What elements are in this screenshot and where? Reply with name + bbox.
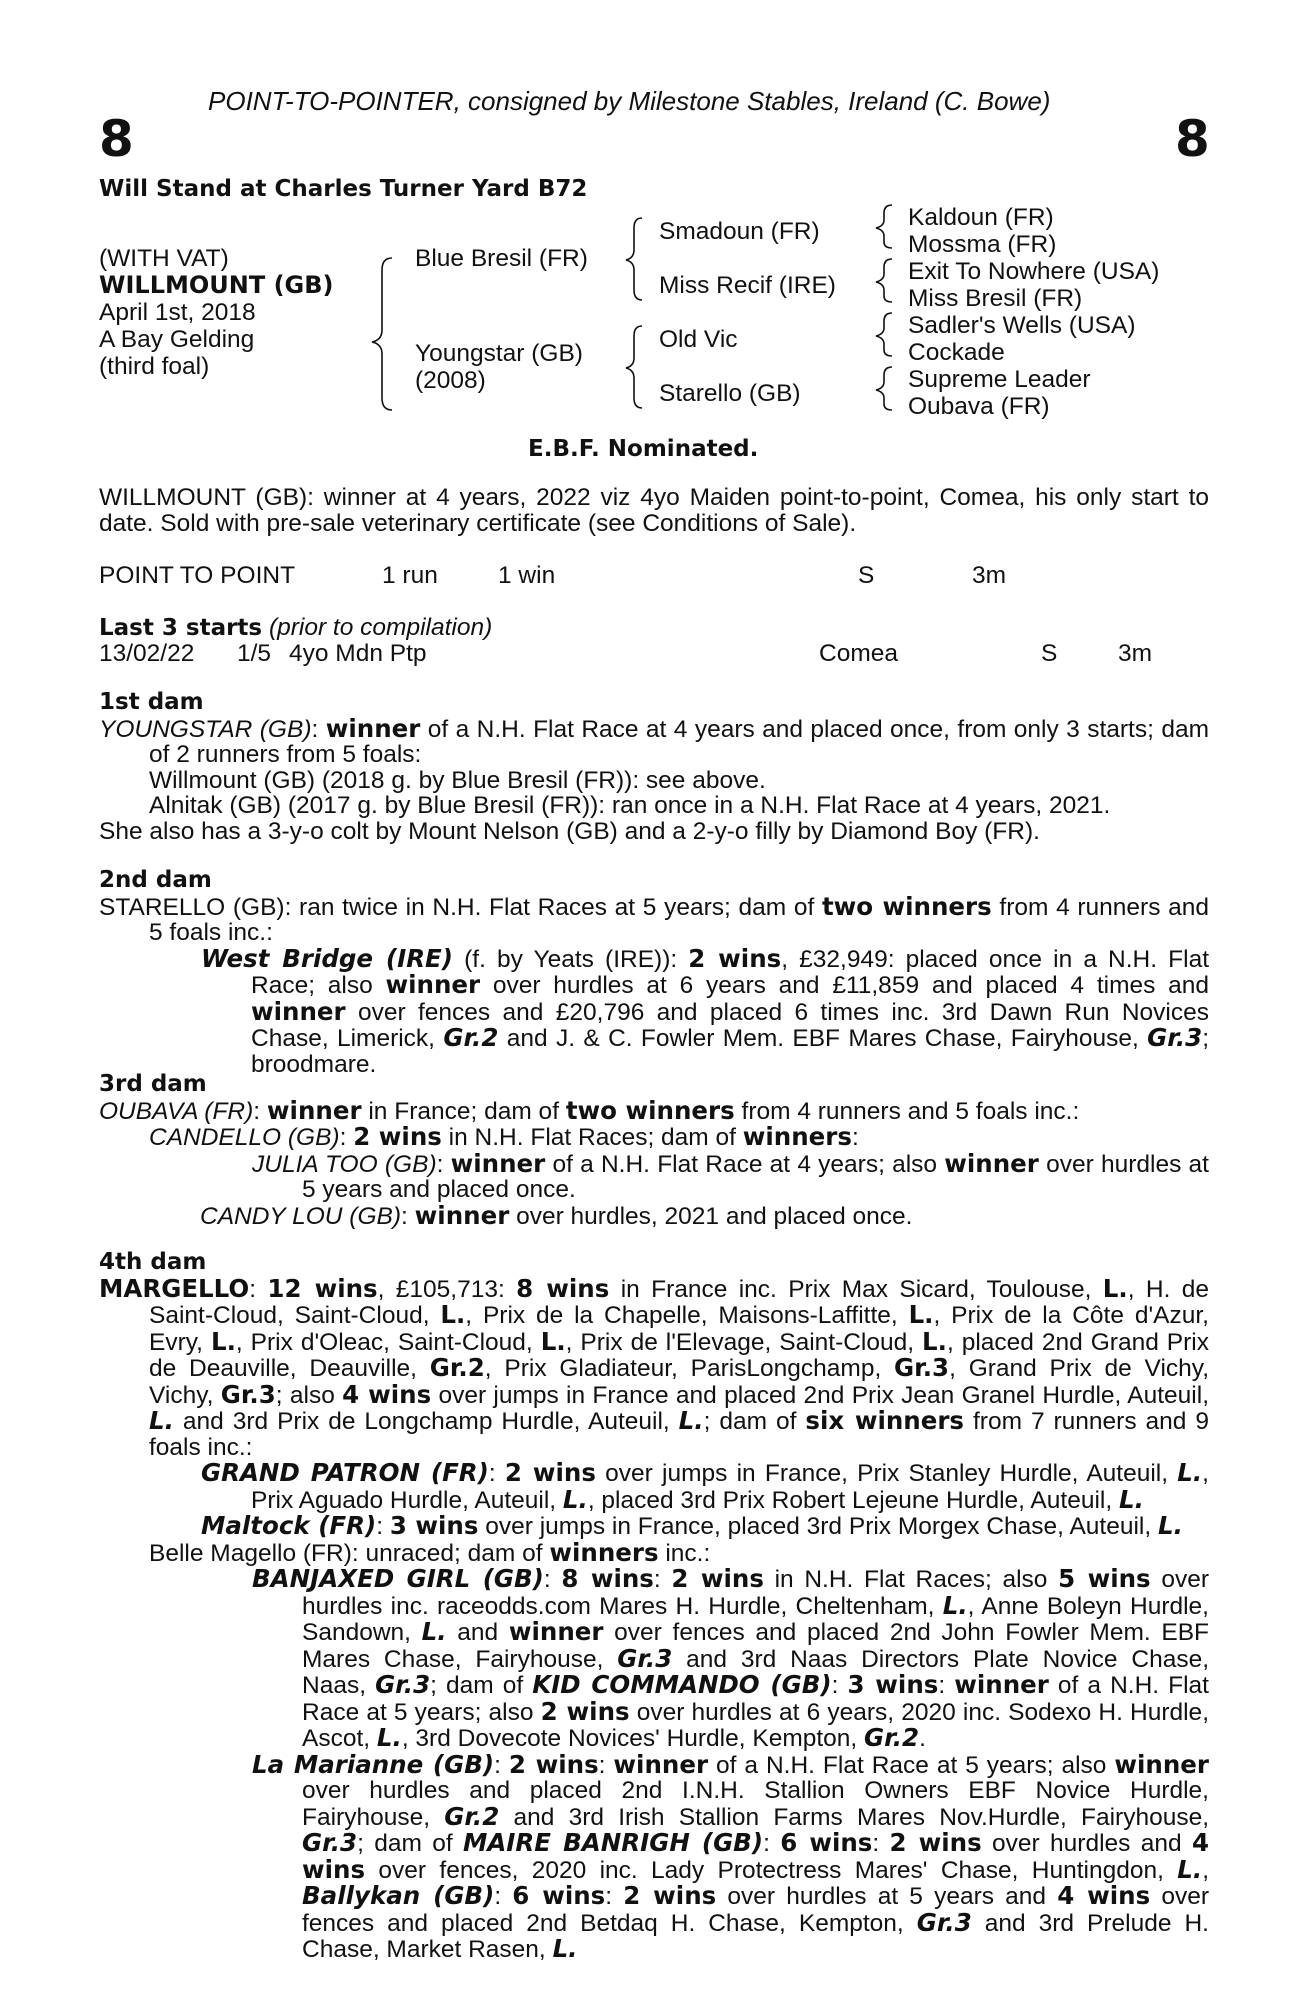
dam1-name: YOUNGSTAR (GB) — [99, 715, 312, 743]
text: 8 wins — [561, 1564, 654, 1593]
text: : — [872, 1830, 890, 1857]
text: and 3rd Irish Stallion Farms Mares Nov.Hurdle, Fairyhouse, — [499, 1803, 1210, 1831]
pedigree-dd: Starello (GB) — [659, 380, 801, 407]
text: ; also — [275, 1381, 343, 1409]
text: of a N.H. Flat Race at 5 years; also — [708, 1751, 1115, 1779]
text: . — [919, 1725, 926, 1752]
text: ; broodmare. — [251, 1025, 1209, 1078]
text: over jumps in France and placed 2nd Prix Jean Granel Hurdle, Auteuil, — [431, 1381, 1210, 1409]
third-dam-heading: 3rd dam — [99, 1071, 207, 1097]
text: in France; dam of — [361, 1097, 566, 1125]
text: in France inc. Prix Max Sicard, Toulouse, — [609, 1275, 1103, 1303]
text: L. — [540, 1326, 566, 1356]
text: Gr.2 — [429, 1353, 485, 1382]
text: of a N.H. Flat Race at 4 years and placed once, from only 3 starts; — [420, 715, 1154, 743]
text: winner — [954, 1670, 1049, 1699]
text: 2 wins — [623, 1881, 717, 1910]
julia-too-entry — [99, 1148, 1209, 1203]
record-runs: 1 run — [382, 562, 438, 589]
text: Gr.2 — [443, 1023, 499, 1052]
text: L. — [1177, 1458, 1203, 1487]
text: : — [653, 1566, 672, 1593]
text: : — [339, 1124, 354, 1151]
text: 8 wins — [516, 1273, 610, 1303]
text: West Bridge (IRE) — [201, 943, 453, 973]
text: , Prix de l'Elevage, Saint-Cloud, — [565, 1328, 923, 1356]
text: 6 wins — [512, 1881, 606, 1910]
text: 6 wins — [780, 1828, 873, 1857]
lot-number-left: 8 — [99, 110, 134, 168]
text: GRAND PATRON (FR) — [201, 1458, 489, 1487]
first-dam-line1 — [99, 713, 1210, 768]
text: winners — [742, 1122, 852, 1151]
horse-name: WILLMOUNT (GB) — [99, 271, 334, 299]
candello-entry — [99, 1124, 1209, 1151]
text: CANDELLO (GB) — [149, 1124, 340, 1151]
pedigree-brackets — [0, 0, 1314, 440]
text: : — [938, 1672, 955, 1699]
text: over hurdles and placed 2nd I.N.H. Stallion Owners EBF Novice Hurdle, Fairyhouse, — [302, 1777, 1209, 1831]
last3-pos: 1/5 — [237, 640, 272, 667]
text: 2 wins — [540, 1696, 630, 1726]
belle-magello-entry — [99, 1537, 1209, 1567]
text: Gr.3 — [894, 1353, 950, 1382]
text: over fences and £20,796 and placed 6 times inc. 3rd Dawn Run Novices Chase, Limerick, — [251, 998, 1209, 1052]
text: Gr.3 — [375, 1670, 431, 1699]
text: MARGELLO — [99, 1273, 250, 1303]
text: : — [763, 1830, 781, 1857]
pedigree-ss: Smadoun (FR) — [659, 218, 820, 245]
text: winner — [414, 1200, 510, 1230]
text: 2 wins — [671, 1564, 764, 1593]
text: STARELLO (GB): ran twice in N.H. Flat Races at 5 years; dam of — [99, 893, 822, 921]
last3-race: 4yo Mdn Ptp — [289, 640, 427, 667]
text: winner — [450, 1148, 546, 1178]
text: : — [376, 1513, 390, 1540]
pedigree-sd: Miss Recif (IRE) — [659, 272, 836, 299]
text: L. — [421, 1617, 447, 1646]
bracket-dd — [876, 367, 892, 410]
second-dam-heading: 2nd dam — [99, 867, 212, 893]
text: L. — [376, 1723, 402, 1752]
first-dam-foal2: Alnitak (GB) (2017 g. by Blue Bresil (FR)): ran once in a N.H. Flat Race at 4 years, 2021. — [149, 792, 1111, 819]
text: : — [249, 1275, 268, 1303]
bracket-gen1 — [372, 258, 392, 410]
text: , placed 3rd Prix Robert Lejeune Hurdle, Auteuil, — [587, 1486, 1119, 1514]
text: 2 wins — [504, 1458, 596, 1487]
text: Belle Magello (FR): unraced; dam of — [149, 1539, 550, 1567]
text: BANJAXED GIRL (GB) — [252, 1564, 544, 1593]
text: over hurdles at 6 years, 2020 inc. Sodexo H. Hurdle, Ascot, — [302, 1698, 1209, 1752]
text: L. — [908, 1300, 934, 1329]
text: , placed 2nd Grand Prix de Deauville, Deauville, — [149, 1328, 1209, 1382]
record-going: S — [858, 562, 875, 589]
record-wins: 1 win — [498, 562, 556, 589]
pedigree-ddd: Oubava (FR) — [908, 393, 1050, 420]
page-title: POINT-TO-POINTER, consigned by Milestone Stables, Ireland (C. Bowe) — [208, 86, 1051, 116]
text: L. — [1177, 1854, 1203, 1884]
text: over fences and placed 2nd John Fowler Mem. EBF Mares Chase, Fairyhouse, — [302, 1619, 1210, 1673]
text: : — [543, 1566, 562, 1593]
last3-date: 13/02/22 — [99, 640, 195, 667]
text: winner — [1114, 1749, 1209, 1779]
pedigree-dsd: Cockade — [908, 339, 1005, 366]
text: 2 wins — [889, 1828, 982, 1857]
last3-dist: 3m — [1118, 640, 1153, 667]
text: , Prix Gladiateur, ParisLongchamp, — [484, 1355, 895, 1382]
pedigree-sss: Kaldoun (FR) — [908, 204, 1054, 231]
bracket-ss — [876, 205, 892, 248]
text: winner — [325, 713, 421, 743]
text: over jumps in France, Prix Stanley Hurdle, Auteuil, — [595, 1460, 1178, 1487]
text: , Prix d'Oleac, Saint-Cloud, — [235, 1328, 541, 1356]
text: : — [436, 1150, 451, 1178]
text: in N.H. Flat Races; dam of — [441, 1124, 743, 1151]
text: 4 wins — [342, 1379, 432, 1409]
third-dam-line — [99, 1095, 1209, 1125]
text: CANDY LOU (GB) — [200, 1202, 402, 1230]
pedigree-sds: Exit To Nowhere (USA) — [908, 258, 1160, 285]
horse-dob: April 1st, 2018 — [99, 299, 256, 326]
text: , H. de Saint-Cloud, Saint-Cloud, — [149, 1275, 1209, 1329]
pedigree-dam-year: (2008) — [415, 367, 486, 394]
text: over hurdles at 5 years and placed once. — [302, 1150, 1209, 1203]
margello-entry — [99, 1273, 1210, 1461]
vat-note: (WITH VAT) — [99, 245, 229, 272]
pedigree-dam — [415, 340, 583, 394]
text: JULIA TOO (GB) — [252, 1150, 437, 1178]
pedigree-dam-name: Youngstar (GB) — [415, 340, 583, 367]
text: ; dam of — [357, 1830, 463, 1857]
last3-going: S — [1041, 640, 1058, 667]
text: over hurdles and — [981, 1830, 1192, 1857]
last3-note: (prior to compilation) — [268, 614, 493, 641]
record-label: POINT TO POINT — [99, 562, 296, 589]
text: winner — [613, 1749, 709, 1779]
text: 4 wins — [1057, 1881, 1151, 1910]
bracket-sire — [626, 218, 642, 300]
text: Gr.3 — [617, 1643, 673, 1673]
text: two winners — [565, 1095, 735, 1125]
text: over hurdles at 5 years and — [716, 1883, 1058, 1910]
text: , Grand Prix de Vichy, Vichy, — [149, 1355, 1209, 1409]
pedigree-dss: Sadler's Wells (USA) — [908, 312, 1136, 339]
text: over fences, 2020 inc. Lady Protectress Mares' Chase, Huntingdon, — [365, 1856, 1178, 1884]
text: from 7 runners and 9 foals inc.: — [149, 1408, 1210, 1461]
pedigree-sdd: Miss Bresil (FR) — [908, 285, 1083, 312]
grand-patron-entry — [99, 1460, 1209, 1513]
text: over jumps in France, placed 3rd Prix Morgex Chase, Auteuil, — [478, 1513, 1158, 1540]
text: Maltock (FR) — [201, 1511, 377, 1540]
text: 2 wins — [353, 1122, 442, 1151]
text: L. — [149, 1406, 174, 1435]
text: over hurdles inc. raceodds.com Mares H. Hurdle, Cheltenham, — [302, 1566, 1209, 1620]
text: over hurdles, 2021 and placed once. — [509, 1202, 913, 1230]
text: 2 wins — [688, 943, 782, 973]
first-dam-section — [99, 690, 1209, 844]
text: Gr.3 — [1147, 1023, 1203, 1052]
text: L. — [922, 1326, 947, 1356]
text: : — [253, 1097, 267, 1125]
text: winner — [385, 970, 481, 999]
text: L. — [942, 1590, 968, 1620]
record-dist: 3m — [972, 562, 1007, 589]
text: : — [851, 1124, 859, 1151]
ebf-nominated: E.B.F. Nominated. — [528, 436, 759, 462]
last3-row — [99, 640, 1209, 668]
second-dam-section — [99, 868, 1209, 1077]
pedigree-dds: Supreme Leader — [908, 366, 1091, 393]
text: , — [1202, 1856, 1209, 1884]
candy-lou-entry — [99, 1200, 1209, 1230]
text: 5 wins — [1058, 1564, 1151, 1593]
text: , 3rd Dovecote Novices' Hurdle, Kempton, — [401, 1725, 865, 1752]
second-dam-line — [99, 891, 1209, 946]
text: : — [488, 1460, 505, 1487]
text: and 3rd Prelude H. Chase, Market Rasen, — [302, 1909, 1209, 1963]
text: , £32,949: placed once in a N.H. Flat Race; also — [251, 945, 1210, 999]
fourth-dam-section — [99, 1250, 1209, 1963]
text: Gr.3 — [302, 1828, 358, 1857]
text: L. — [1102, 1273, 1128, 1303]
text: L. — [678, 1406, 704, 1435]
text: L. — [1118, 1484, 1144, 1514]
text: 3 wins — [389, 1511, 479, 1540]
text: and 3rd Naas Directors Plate Novice Chase, Naas, — [302, 1645, 1209, 1699]
text: La Marianne (GB) — [252, 1749, 495, 1779]
text: L. — [440, 1300, 466, 1329]
horse-foal: (third foal) — [99, 353, 210, 380]
text: of a N.H. Flat Race at 4 years; also — [545, 1150, 945, 1178]
text: two winners — [821, 891, 992, 921]
pedigree-ds: Old Vic — [659, 326, 738, 353]
text: 3 wins — [847, 1670, 939, 1699]
text: , Prix de la Côte d'Azur, Evry, — [149, 1302, 1209, 1356]
pedigree-ssd: Mossma (FR) — [908, 231, 1057, 258]
text: and J. & C. Fowler Mem. EBF Mares Chase, Fairyhouse, — [498, 1025, 1148, 1052]
text: 12 wins — [267, 1273, 378, 1303]
text: six winners — [805, 1406, 965, 1435]
record-row — [99, 562, 1209, 590]
last3-course: Comea — [819, 640, 898, 667]
text: winner — [251, 996, 346, 1026]
text: : — [401, 1202, 415, 1230]
text: ; dam of — [703, 1408, 806, 1435]
text: , Prix de la Chapelle, Maisons-Laffitte, — [465, 1302, 909, 1329]
last3-heading — [99, 614, 492, 642]
text: Gr.3 — [220, 1379, 276, 1409]
fourth-dam-heading: 4th dam — [99, 1249, 207, 1275]
text: (f. by Yeats (IRE)): — [453, 945, 689, 973]
last3-title: Last 3 starts — [99, 615, 263, 641]
text: L. — [562, 1484, 588, 1514]
la-marianne-entry — [99, 1749, 1210, 1963]
text: KID COMMANDO (GB) — [532, 1670, 832, 1699]
text: Gr.3 — [916, 1907, 972, 1937]
text: MAIRE BANRIGH (GB) — [462, 1828, 764, 1857]
first-dam-heading: 1st dam — [99, 689, 204, 715]
text: , Prix Aguado Hurdle, Auteuil, — [251, 1460, 1209, 1514]
text: : — [494, 1751, 509, 1779]
first-dam-note: She also has a 3-y-o colt by Mount Nelson (GB) and a 2-y-o filly by Diamond Boy (FR). — [99, 817, 1040, 845]
text: : — [605, 1883, 624, 1910]
west-bridge-entry — [99, 943, 1210, 1078]
bracket-sd — [876, 259, 892, 302]
text: : — [598, 1751, 614, 1779]
text: ; dam of — [430, 1672, 533, 1699]
maltock-entry — [99, 1513, 1209, 1540]
text: L. — [1157, 1511, 1183, 1540]
text: 2 wins — [508, 1749, 599, 1779]
text: OUBAVA (FR) — [99, 1097, 254, 1125]
horse-summary: WILLMOUNT (GB): winner at 4 years, 2022 viz 4yo Maiden point-to-point, Comea, his only start to date. Sold with pre-sale veterinary certificate (see Conditions of Sale). — [99, 484, 1209, 537]
text: Ballykan (GB) — [302, 1881, 495, 1910]
stand-location: Will Stand at Charles Turner Yard B72 — [99, 176, 588, 202]
banjaxed-girl-entry — [99, 1566, 1209, 1752]
text: : — [494, 1883, 513, 1910]
text: : — [311, 715, 326, 743]
text: Gr.2 — [864, 1723, 920, 1752]
pedigree-sire: Blue Bresil (FR) — [415, 245, 588, 272]
text: winner — [508, 1617, 604, 1646]
first-dam-foal1: Willmount (GB) (2018 g. by Blue Bresil (FR)): see above. — [149, 766, 766, 794]
text: over fences and placed 2nd Betdaq H. Chase, Kempton, — [302, 1883, 1209, 1937]
text: 4 wins — [302, 1828, 1210, 1884]
text: : — [831, 1672, 848, 1699]
text: from 4 runners and 5 foals inc.: — [734, 1097, 1080, 1125]
text: from 4 runners and 5 foals inc.: — [149, 893, 1209, 946]
text: L. — [552, 1934, 578, 1963]
text: , Anne Boleyn Hurdle, Sandown, — [302, 1592, 1209, 1646]
horse-desc: A Bay Gelding — [99, 326, 255, 353]
text: L. — [210, 1326, 236, 1356]
text: dam of 2 runners from 5 foals: — [149, 715, 1210, 768]
text: winners — [549, 1537, 659, 1567]
lot-number-right: 8 — [1175, 110, 1210, 168]
text: of a N.H. Flat Race at 5 years; also — [302, 1672, 1209, 1726]
text: over hurdles at 6 years and £11,859 and placed 4 times and — [480, 972, 1209, 999]
text: , £105,713: — [377, 1275, 517, 1303]
bracket-dam — [626, 326, 642, 408]
text: inc.: — [658, 1539, 711, 1567]
bracket-ds — [876, 313, 892, 356]
text: in N.H. Flat Races; also — [763, 1566, 1059, 1593]
third-dam-section — [99, 1072, 1209, 1229]
text: and 3rd Prix de Longchamp Hurdle, Auteuil, — [173, 1408, 679, 1435]
text: Gr.2 — [444, 1801, 500, 1831]
text: and — [446, 1619, 509, 1646]
text: winner — [944, 1148, 1039, 1178]
text: winner — [266, 1095, 362, 1125]
